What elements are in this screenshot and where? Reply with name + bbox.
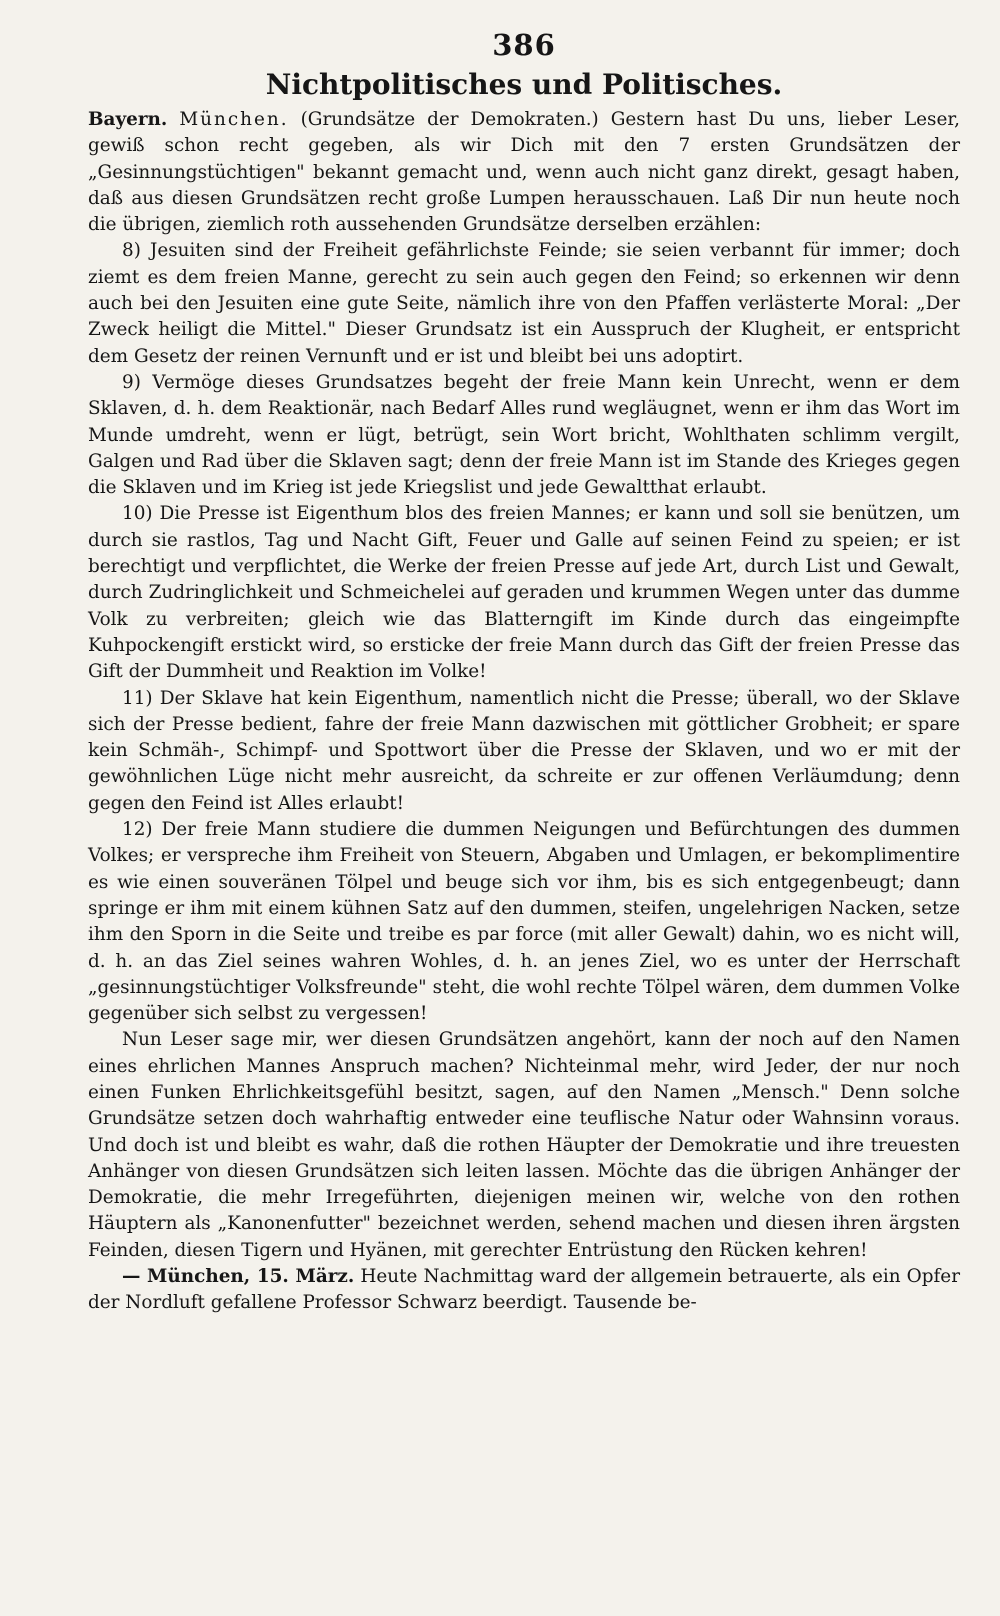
region-heading: Bayern. <box>88 109 168 130</box>
section-title: Nichtpolitisches und Politisches. <box>265 68 783 101</box>
news-item-muenchen <box>88 1264 960 1317</box>
news-dateline: — München, 15. März. <box>122 1266 355 1288</box>
article-intro-paragraph <box>88 107 960 238</box>
article-body <box>88 107 960 1317</box>
news-text: Heute Nachmittag ward der allgemein betrauerte, als ein Opfer der Nordluft gefallene Professor Schwarz beerdigt. Tausende be- <box>88 1266 960 1314</box>
page-number: 386 <box>492 28 556 62</box>
conclusion-paragraph: Nun Leser sage mir, wer diesen Grundsätzen angehört, kann der noch auf den Namen eines ehrlichen Mannes Anspruch machen? Nichteinmal mehr, wird Jeder, der nur noch einen Funken Ehrlichkeitsgefühl besitzt, sagen, auf den Namen „Mensch." Denn solche Grundsätze setzen doch wahrhaftig entweder eine teuflische Natur oder Wahnsinn voraus. Und doch ist und bleibt es wahr, daß die rothen Häupter der Demokratie und ihre treuesten Anhänger von diesen Grundsätzen sich leiten lassen. Möchte das die übrigen Anhänger der Demokratie, die mehr Irregeführten, diejenigen meinen wir, welche von den rothen Häuptern als „Kanonenfutter" bezeichnet werden, sehend machen und diesen ihren ärgsten Feinden, diesen Tigern und Hyänen, mit gerechter Entrüstung den Rücken kehren! <box>88 1029 960 1261</box>
dateline-place: München. <box>179 109 289 130</box>
principle-10: 10) Die Presse ist Eigenthum blos des freien Mannes; er kann und soll sie benützen, um durch sie rastlos, Tag und Nacht Gift, Feuer und Galle auf seinen Feind zu speien; er ist berechtigt und verpflichtet, die Werke der freien Presse auf jede Art, durch List und Gewalt, durch Zudringlichkeit und Schmeichelei auf geraden und krummen Wegen unter das dumme Volk zu verbreiten; gleich wie das Blatterngift im Kinde durch das eingeimpfte Kuhpockengift erstickt wird, so ersticke der freie Mann durch das Gift der freien Presse das Gift der Dummheit und Reaktion im Volke! <box>88 503 960 683</box>
principle-11: 11) Der Sklave hat kein Eigenthum, namentlich nicht die Presse; überall, wo der Sklave sich der Presse bedient, fahre der freie Mann dazwischen mit göttlicher Grobheit; er spare kein Schmäh-, Schimpf- und Spottwort über die Presse der Sklaven, und wo er mit der gewöhnlichen Lüge nicht mehr ausreicht, da schreite er zur offenen Verläumdung; denn gegen den Feind ist Alles erlaubt! <box>88 687 960 814</box>
principle-12: 12) Der freie Mann studiere die dummen Neigungen und Befürchtungen des dummen Volkes; er verspreche ihm Freiheit von Steuern, Abgaben und Umlagen, er bekomplimentire es wie einen souveränen Tölpel und beuge sich vor ihm, bis es sich entgegenbeugt; dann springe er ihm mit einem kühnen Satz auf den dummen, steifen, ungelehrigen Nacken, setze ihm den Sporn in die Seite und treibe es par force (mit aller Gewalt) dahin, wo es nicht will, d. h. an das Ziel seines wahren Wohles, d. h. an jenes Ziel, wo es unter der Herrschaft „gesinnungstüchtiger Volksfreunde" steht, die wohl rechte Tölpel wären, dem dummen Volke gegenüber sich selbst zu vergessen! <box>88 819 960 1025</box>
principle-8: 8) Jesuiten sind der Freiheit gefährlichste Feinde; sie seien verbannt für immer; doch ziemt es dem freien Manne, gerecht zu sein auch gegen den Feind; so erkennen wir denn auch bei den Jesuiten eine gute Seite, nämlich ihre von den Pfaffen verlästerte Moral: „Der Zweck heiligt die Mittel." Dieser Grundsatz ist ein Ausspruch der Klugheit, er entspricht dem Gesetz der reinen Vernunft und er ist und bleibt bei uns adoptirt. <box>88 240 960 367</box>
principle-9: 9) Vermöge dieses Grundsatzes begeht der freie Mann kein Unrecht, wenn er dem Sklaven, d. h. dem Reaktionär, nach Bedarf Alles rund wegläugnet, wenn er ihm das Wort im Munde umdreht, wenn er lügt, betrügt, sein Wort bricht, Wohlthaten schlimm vergilt, Galgen und Rad über die Sklaven sagt; denn der freie Mann ist im Stande des Krieges gegen die Sklaven und im Krieg ist jede Kriegslist und jede Gewaltthat erlaubt. <box>88 371 960 499</box>
intro-text: (Grundsätze der Demokraten.) Gestern hast Du uns, lieber Leser, gewiß schon recht gegeben, als wir Dich mit den 7 ersten Grundsätzen der „Gesinnungstüchtigen" bekannt gemacht und, wenn auch nicht ganz direkt, gesagt haben, daß aus diesen Grundsätzen recht große Lumpen herausschauen. Laß Dir nun heute noch die übrigen, ziemlich roth aussehenden Grundsätze derselben erzählen: <box>88 109 960 236</box>
